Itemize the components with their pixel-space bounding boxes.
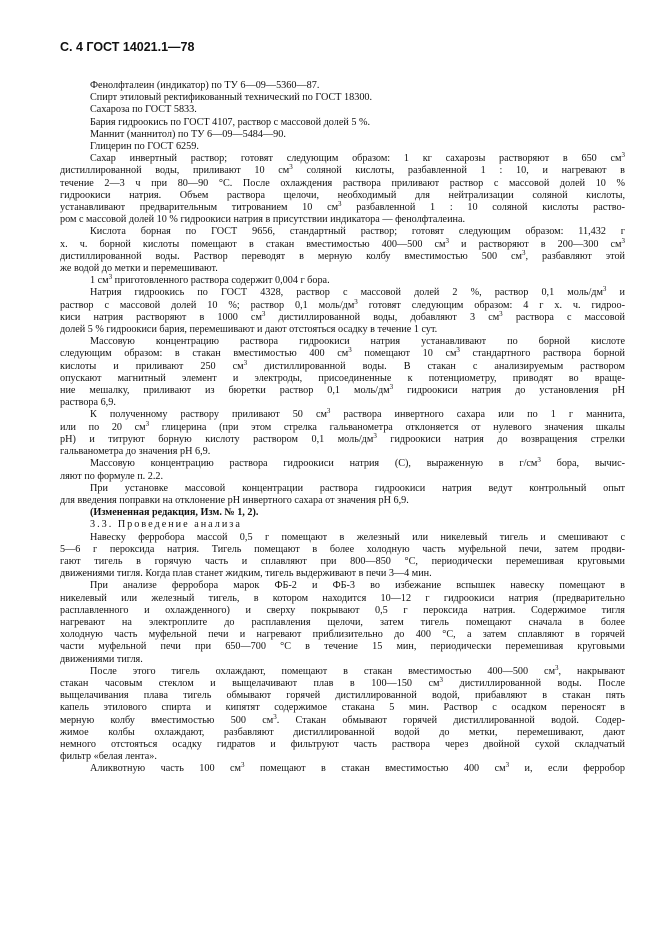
paragraph-invert-sugar-line: гидроокиси натрия. Объем раствора щелочи, необходимый для нейтрализации соляной кислоты,	[60, 189, 625, 201]
paragraph-boric-acid-line: х. ч. борной кислоты помещают в стакан вместимостью 400—500 $см^3$ и растворяют в 200—300 $см^3$	[60, 236, 625, 250]
paragraph-ferroboron-grades-line: никелевый или железный тигель, в котором находится 10—12 г гидроокиси натрия (предварительно	[60, 592, 625, 604]
paragraph-ferroboron-grades-line: нагревают на электроплите до расплавления щелочи, затем тигель помещают сначала в более	[60, 616, 625, 628]
reagent-item: Маннит (маннитол) по ТУ 6—09—5484—90.	[90, 128, 286, 140]
paragraph-boric-acid-line: Кислота борная по ГОСТ 9656, стандартный раствор; готовят следующим образом: 11,432 г	[90, 226, 625, 238]
paragraph-mass-concentration-line: Массовую концентрацию раствора гидроокиси натрия устанавливают по борной кислоте	[90, 336, 625, 348]
section-heading: 3.3. Проведение анализа	[90, 519, 242, 531]
paragraph-invert-sugar-line: Сахар инвертный раствор; готовят следующим образом: 1 кг сахарозы растворяют в 650 $см^3$	[90, 151, 625, 165]
edition-note: (Измененная редакция, Изм. № 1, 2).	[90, 507, 259, 519]
paragraph-sample-line: гают тигель в горячую часть и сплавляют при 800—850 °С, периодически перемешивая круговыми	[60, 555, 625, 567]
reagent-item: Фенолфталеин (индикатор) по ТУ 6—09—5360—87.	[90, 80, 320, 91]
paragraph-titration-line: гальванометра до значения рН 6,9.	[60, 446, 211, 458]
paragraph-control-line: При установке массовой концентрации раствора гидроокиси натрия ведут контрольный опыт	[90, 482, 625, 494]
paragraph-sodium-hydroxide-line: долей 5 % гидроокиси бария, перемешивают и дают отстояться осадку в течение 1 сут.	[60, 324, 438, 336]
paragraph-control-line: для введения поправки на отклонение рН инвертного сахара от значения рН 6,9.	[60, 494, 409, 506]
paragraph-invert-sugar-line: течение 2—3 ч при 80—90 °С. После охлаждения раствора приливают раствор с массовой долей 10 %	[60, 177, 625, 189]
paragraph-cooling-line: После этого тигель охлаждают, помещают в стакан вместимостью 400—500 $см^3$, накрывают	[90, 663, 625, 677]
page-header: С. 4 ГОСТ 14021.1—78	[60, 40, 195, 54]
paragraph-cooling-line: мерную колбу вместимостью 500 $см^3$. Стакан обмывают горячей дистиллированной водой. Содер-	[60, 712, 625, 726]
paragraph-aliquot-line: Аликвотную часть 100 $см^3$ помещают в стакан вместимостью 400 $см^3$ и, если ферробор	[90, 761, 626, 775]
paragraph-titration-line: К полученному раствору приливают 50 $см^3$ раствора инвертного сахара или по 1 г маннита,	[90, 407, 625, 421]
paragraph-sodium-hydroxide-line: раствор с массовой долей 10 %; раствор 0,1 моль/$дм^3$ готовят следующим образом: 4 г х. ч. гидроо-	[60, 297, 625, 311]
paragraph-boron-content-line: 1 $см^3$ приготовленного раствора содержит 0,004 г бора.	[90, 273, 330, 287]
paragraph-mass-concentration-line: раствора 6,9.	[60, 397, 116, 409]
paragraph-ferroboron-grades-line: холодную часть муфельной печи и нагревают приблизительно до 400 °С, а затем сплавляют в горячей	[60, 629, 625, 641]
paragraph-invert-sugar-line: дистиллированной воды, приливают 10 $см^3$ соляной кислоты, разбавленной 1 : 10, и нагревают в	[60, 163, 625, 177]
paragraph-boric-acid-line: дистиллированной воды. Раствор переводят в мерную колбу вместимостью 500 $см^3$, разбавляют этой	[60, 248, 625, 262]
paragraph-cooling-line: жимое колбы охлаждают, разбавляют дистиллированной водой до метки, перемешивают, дают	[60, 726, 625, 738]
paragraph-sample-line: Навеску ферробора массой 0,5 г помещают в железный или никелевый тигель и смешивают с	[90, 531, 625, 543]
document-body	[60, 80, 625, 776]
paragraph-ferroboron-grades-line: При анализе ферробора марок ФБ-2 и ФБ-3 во избежание вспышек навеску помещают в	[90, 580, 625, 592]
paragraph-sample-line: движениями тигля. Когда плав станет жидким, тигель выдерживают в печи 3—4 мин.	[60, 568, 432, 580]
paragraph-cooling-line: фильтр «белая лента».	[60, 751, 157, 763]
paragraph-mass-concentration-line: опускают магнитный элемент и электроды, присоединенные к потенциометру, приводят во враще-	[60, 372, 625, 384]
paragraph-calculation-line: ляют по формуле п. 2.2.	[60, 470, 164, 482]
paragraph-sodium-hydroxide-line: киси натрия растворяют в 1000 $см^3$ дистиллированной воды, добавляют 3 $см^3$ раствора с массовой	[60, 309, 625, 323]
paragraph-titration-line: рН) и титруют борную кислоту раствором 0,1 моль/$дм^3$ гидроокиси натрия до возвращения стрелки	[60, 431, 625, 445]
reagent-item: Сахароза по ГОСТ 5833.	[90, 104, 197, 116]
paragraph-ferroboron-grades-line: движениями тигля.	[60, 653, 143, 665]
paragraph-boric-acid-line: же водой до метки и перемешивают.	[60, 263, 218, 275]
paragraph-invert-sugar-line: устанавливают предварительным титрованием 10 $см^3$ разбавленной 1 : 10 соляной кислоты раство-	[60, 200, 625, 214]
reagent-item: Спирт этиловый ректификованный технический по ГОСТ 18300.	[90, 92, 373, 104]
paragraph-cooling-line: выщелачивания плава тигель обмывают горячей дистиллированной водой, прибавляют в стакан пять	[60, 690, 625, 702]
paragraph-ferroboron-grades-line: части муфельной печи при 650—700 °С в течение 15 мин, периодически перемешивая круговыми	[60, 641, 625, 653]
paragraph-ferroboron-grades-line: расплавленного и охлажденного) и сверху покрывают 0,5 г пероксида натрия. Содержимое тигля	[60, 604, 625, 616]
paragraph-cooling-line: стакан часовым стеклом и выщелачивают плав в 100—150 $см^3$ дистиллированной воды. После	[60, 675, 625, 689]
paragraph-sodium-hydroxide-line: Натрия гидроокись по ГОСТ 4328, раствор с массовой долей 2 %, раствор 0,1 моль/$дм^3$ и	[90, 285, 626, 299]
paragraph-invert-sugar-line: ром с массовой долей 10 % гидроокиси натрия в присутствии индикатора — фенолфталеина.	[60, 214, 466, 226]
paragraph-calculation-line: Массовую концентрацию раствора гидроокиси натрия (С), выраженную в $г/см^3$ бора, вычис-	[90, 456, 625, 470]
paragraph-mass-concentration-line: следующим образом: в стакан вместимостью 400 $см^3$ помещают 10 $см^3$ стандартного раствора борной	[60, 346, 625, 360]
paragraph-mass-concentration-line: ние мешалку, приливают из бюретки раствор 0,1 моль/$дм^3$ гидроокиси натрия до установления рН	[60, 383, 625, 397]
paragraph-titration-line: или по 20 $см^3$ глицерина (при этом стрелка гальванометра отклоняется от нулевого значения шкалы	[60, 419, 625, 433]
paragraph-sample-line: 5—6 г пероксида натрия. Тигель помещают в более холодную часть муфельной печи, затем продви-	[60, 543, 625, 555]
reagent-item: Глицерин по ГОСТ 6259.	[90, 141, 199, 153]
paragraph-mass-concentration-line: кислоты и приливают 250 $см^3$ дистиллированной воды. В стакан с анализируемым раствором	[60, 358, 625, 372]
reagent-item: Бария гидроокись по ГОСТ 4107, раствор с массовой долей 5 %.	[90, 116, 371, 128]
paragraph-cooling-line: капель этилового спирта и кипятят содержимое стакана 5 мин. Раствор с осадком переносят в	[60, 702, 625, 714]
paragraph-cooling-line: немного отстояться осадку гидратов и фильтруют часть раствора через двойной сухой складчатый	[60, 738, 625, 750]
